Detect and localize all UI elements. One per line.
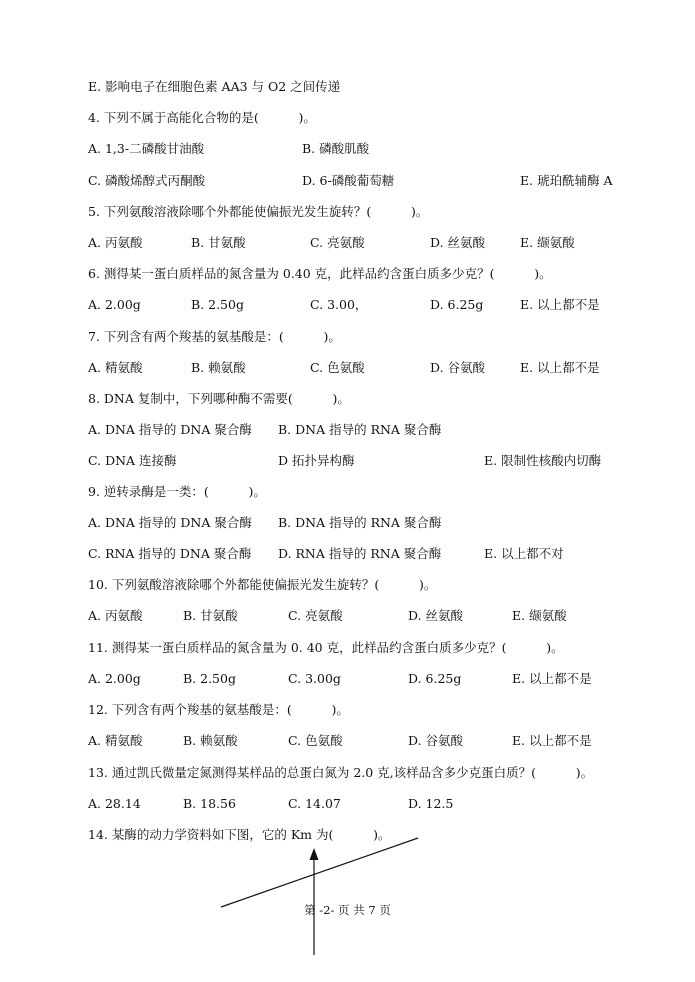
q4-option-b: B. 磷酸肌酸: [302, 141, 370, 156]
question-4: 4. 下列不属于高能化合物的是( )。: [88, 110, 316, 125]
question-8: 8. DNA 复制中，下列哪种酶不需要( )。: [88, 391, 350, 406]
q7-option-a: A. 精氨酸: [88, 360, 143, 375]
question-10: 10. 下列氨酸溶液除哪个外都能使偏振光发生旋转？( )。: [88, 577, 437, 592]
q6-option-a: A. 2.00g: [88, 297, 141, 312]
q5-option-d: D. 丝氨酸: [430, 235, 486, 250]
q5-option-e: E. 缬氨酸: [520, 235, 575, 250]
q9-option-a: A. DNA 指导的 DNA 聚合酶: [88, 515, 252, 530]
question-5: 5. 下列氨酸溶液除哪个外都能使偏振光发生旋转？( )。: [88, 204, 429, 219]
q9-option-e: E. 以上都不对: [484, 546, 564, 561]
question-6: 6. 测得某一蛋白质样品的氮含量为 0.40 克，此样品约含蛋白质多少克？( )。: [88, 266, 552, 281]
q6-option-c: C. 3.00，: [310, 297, 368, 312]
question-12: 12. 下列含有两个羧基的氨基酸是：( )。: [88, 702, 349, 717]
q10-option-e: E. 缬氨酸: [512, 608, 567, 623]
q11-option-b: B. 2.50g: [183, 671, 236, 686]
q4-option-e: E. 琥珀酰辅酶 A: [520, 173, 613, 188]
q4-option-c: C. 磷酸烯醇式丙酮酸: [88, 173, 206, 188]
q9-option-b: B. DNA 指导的 RNA 聚合酶: [278, 515, 442, 530]
q7-option-c: C. 色氨酸: [310, 360, 365, 375]
q12-option-e: E. 以上都不是: [512, 733, 592, 748]
question-11: 11. 测得某一蛋白质样品的氮含量为 0. 40 克，此样品约含蛋白质多少克？( )。: [88, 640, 564, 655]
page-footer: 第 -2- 页 共 7 页: [304, 903, 391, 917]
q7-option-d: D. 谷氨酸: [430, 360, 486, 375]
q10-option-a: A. 丙氨酸: [88, 608, 143, 623]
q6-option-b: B. 2.50g: [191, 297, 244, 312]
q12-option-d: D. 谷氨酸: [408, 733, 464, 748]
question-9: 9. 逆转录酶是一类：( )。: [88, 484, 266, 499]
question-14: 14. 某酶的动力学资料如下图，它的 Km 为( )。: [88, 827, 391, 842]
q10-option-d: D. 丝氨酸: [408, 608, 464, 623]
q7-option-e: E. 以上都不是: [520, 360, 600, 375]
q11-option-a: A. 2.00g: [88, 671, 141, 686]
q5-option-a: A. 丙氨酸: [88, 235, 143, 250]
q8-option-c: C. DNA 连接酶: [88, 453, 177, 468]
q12-option-b: B. 赖氨酸: [183, 733, 238, 748]
q4-option-a: A. 1,3-二磷酸甘油酸: [88, 141, 205, 156]
question-7: 7. 下列含有两个羧基的氨基酸是：( )。: [88, 329, 341, 344]
q5-option-c: C. 亮氨酸: [310, 235, 365, 250]
q8-option-e: E. 限制性核酸内切酶: [484, 453, 602, 468]
graph-axis-arrowhead: [310, 848, 319, 860]
q9-option-c: C. RNA 指导的 DNA 聚合酶: [88, 546, 252, 561]
question-13: 13. 通过凯氏微量定氮测得某样品的总蛋白氮为 2.0 克,该样品含多少克蛋白质？( )。: [88, 765, 594, 780]
graph-lineweaver-burk-line: [221, 838, 418, 907]
q8-option-b: B. DNA 指导的 RNA 聚合酶: [278, 422, 442, 437]
q12-option-a: A. 精氨酸: [88, 733, 143, 748]
q7-option-b: B. 赖氨酸: [191, 360, 246, 375]
q5-option-b: B. 甘氨酸: [191, 235, 246, 250]
q11-option-e: E. 以上都不是: [512, 671, 592, 686]
q10-option-c: C. 亮氨酸: [288, 608, 343, 623]
q13-option-b: B. 18.56: [183, 796, 236, 811]
q13-option-c: C. 14.07: [288, 796, 341, 811]
q13-option-d: D. 12.5: [408, 796, 454, 811]
q12-option-c: C. 色氨酸: [288, 733, 343, 748]
q10-option-b: B. 甘氨酸: [183, 608, 238, 623]
q13-option-a: A. 28.14: [88, 796, 141, 811]
q8-option-a: A. DNA 指导的 DNA 聚合酶: [88, 422, 252, 437]
q11-option-d: D. 6.25g: [408, 671, 462, 686]
q11-option-c: C. 3.00g: [288, 671, 341, 686]
q6-option-e: E. 以上都不是: [520, 297, 600, 312]
q4-option-d: D. 6-磷酸葡萄糖: [302, 173, 395, 188]
q6-option-d: D. 6.25g: [430, 297, 484, 312]
q8-option-d: D 拓扑异构酶: [278, 453, 355, 468]
line-e-option-q3: E. 影响电子在细胞色素 AA3 与 O2 之间传递: [88, 79, 341, 94]
q9-option-d: D. RNA 指导的 RNA 聚合酶: [278, 546, 442, 561]
